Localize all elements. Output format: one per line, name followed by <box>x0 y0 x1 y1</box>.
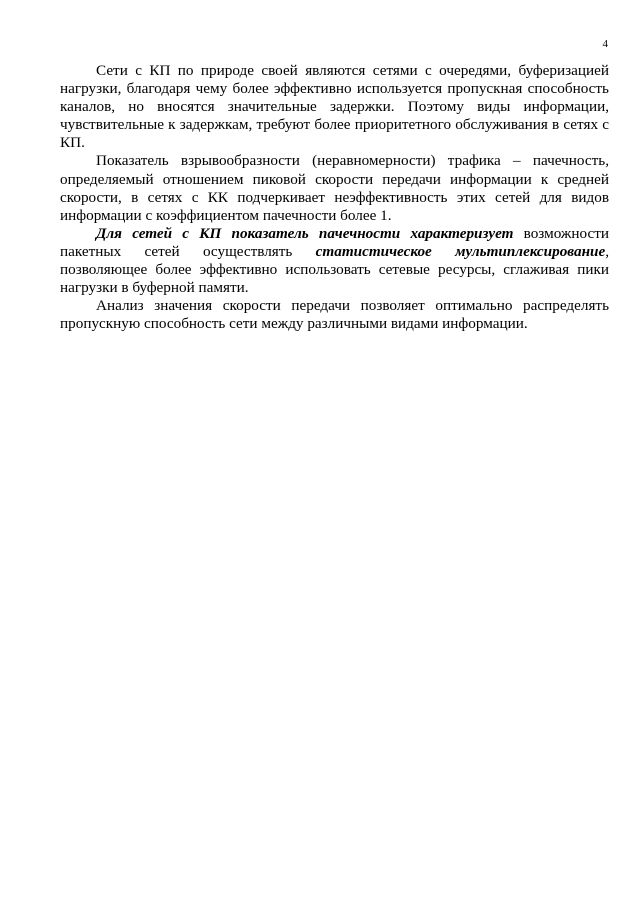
paragraph-3-text-1: возможности пакетных сетей осуществлять <box>60 224 610 260</box>
paragraph-2: Показатель взрывообразности (неравномерности) трафика – пачечность, определяемый отношением пиковой скорости передачи информации к средней скорости, в сетях с КК подчеркивает неэффективность этих сетей для видов информации с коэффициентом пачечности более 1. <box>60 152 609 224</box>
page-number: 4 <box>602 38 608 50</box>
paragraph-1: Сети с КП по природе своей являются сетями с очередями, буферизацией нагрузки, благодаря чему более эффективно используется пропускная способность каналов, но вносятся значительные задержки. Поэтому виды информации, чувствительные к задержкам, требуют более приоритетного обслуживания в сетях с КП. <box>60 62 609 152</box>
paragraph-3-bold-lead: Для сетей с КП показатель пачечности характеризует <box>96 224 514 242</box>
page-body <box>60 62 609 333</box>
paragraph-3 <box>60 225 609 297</box>
paragraph-3-text-2: , позволяющее более эффективно использовать сетевые ресурсы, сглаживая пики нагрузки в буферной памяти. <box>60 242 609 297</box>
paragraph-4: Анализ значения скорости передачи позволяет оптимально распределять пропускную способность сети между различными видами информации. <box>60 297 609 333</box>
paragraph-3-bold-term: статистическое мультиплексирование <box>315 242 606 260</box>
